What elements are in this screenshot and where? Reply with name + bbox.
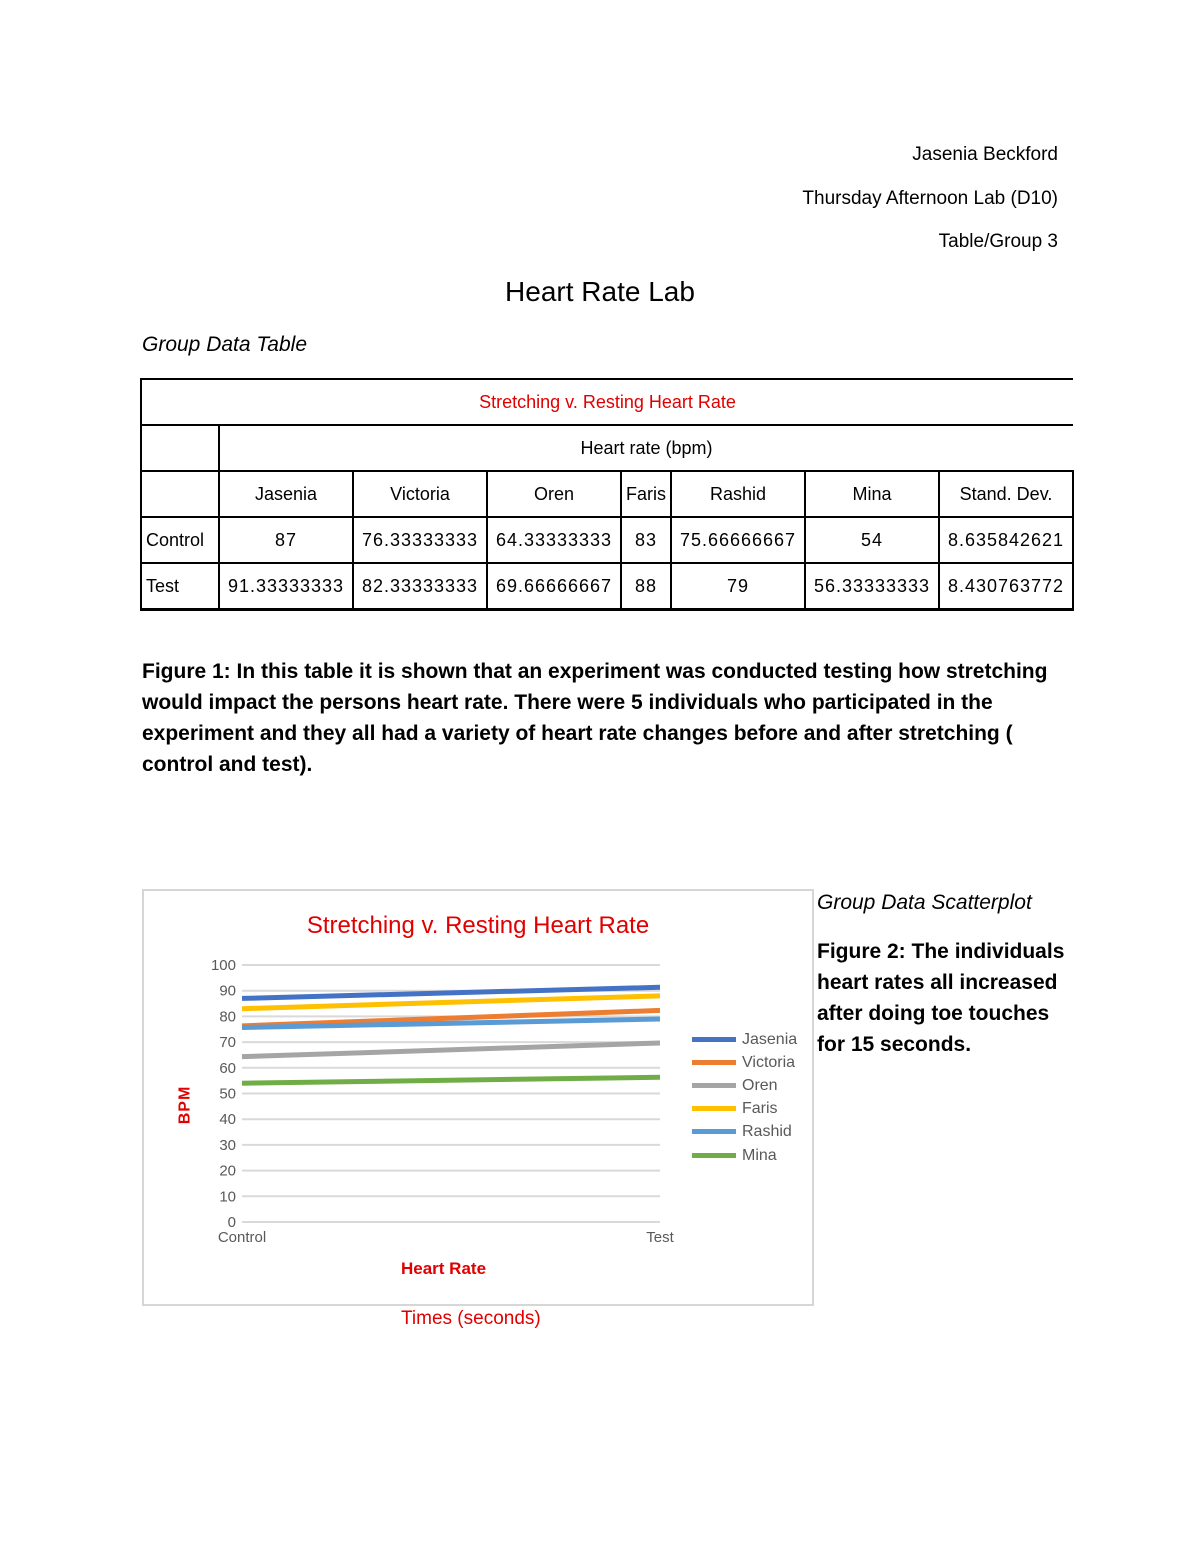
table-cell: 8.430763772	[939, 563, 1073, 610]
legend-item	[692, 1147, 777, 1165]
column-header: Faris	[621, 471, 671, 517]
legend-swatch	[692, 1083, 736, 1088]
figure-2-lead: Figure 2:	[817, 940, 906, 963]
legend-label: Jasenia	[742, 1031, 798, 1048]
y-tick-label: 20	[219, 1162, 236, 1180]
legend-label: Rashid	[742, 1123, 792, 1140]
table-cell: 88	[621, 563, 671, 610]
legend-item	[692, 1077, 778, 1095]
column-header: Mina	[805, 471, 939, 517]
table-cell: 69.66666667	[487, 563, 621, 610]
legend-item	[692, 1123, 792, 1141]
column-header: Victoria	[353, 471, 487, 517]
scatterplot-caption: Group Data Scatterplot	[817, 891, 1032, 914]
y-axis-label: BPM	[176, 1085, 194, 1125]
legend-swatch	[692, 1153, 736, 1158]
y-tick-label: 100	[210, 957, 236, 974]
y-tick-label: 80	[219, 1008, 236, 1026]
table-cell: 79	[671, 563, 805, 610]
table-cell: 91.33333333	[219, 563, 353, 610]
table-cell: 87	[219, 517, 353, 563]
figure-1-text: In this table it is shown that an experiment was conducted testing how stretching would impact the persons heart rate. There were 5 individuals who participated in the experiment and they all had a variety of heart rate changes before and after stretching ( control and test).	[142, 660, 1048, 776]
group-info: Table/Group 3	[938, 231, 1058, 252]
legend-item	[692, 1054, 795, 1072]
column-header: Stand. Dev.	[939, 471, 1073, 517]
y-tick-label: 60	[219, 1059, 236, 1077]
table-title: Stretching v. Resting Heart Rate	[141, 379, 1073, 425]
times-label: Times (seconds)	[401, 1308, 541, 1329]
row-label: Control	[141, 517, 219, 563]
table-subheader: Heart rate (bpm)	[219, 425, 1073, 471]
y-tick-label: 50	[219, 1085, 236, 1103]
table-cell: 56.33333333	[805, 563, 939, 610]
x-tick-label: Test	[646, 1229, 674, 1246]
table-cell: 76.33333333	[353, 517, 487, 563]
y-tick-label: 0	[227, 1214, 236, 1231]
x-axis-label: Heart Rate	[401, 1259, 487, 1278]
column-header: Oren	[487, 471, 621, 517]
legend-swatch	[692, 1060, 736, 1065]
course-info: Thursday Afternoon Lab (D10)	[802, 188, 1058, 209]
table-cell: 82.33333333	[353, 563, 487, 610]
chart-title: Stretching v. Resting Heart Rate	[306, 912, 650, 939]
y-tick-label: 40	[219, 1111, 236, 1129]
y-tick-label: 30	[219, 1136, 236, 1154]
legend-label: Faris	[742, 1100, 778, 1117]
figure-1-lead: Figure 1:	[142, 660, 231, 683]
table-cell: 8.635842621	[939, 517, 1073, 563]
y-tick-label: 70	[219, 1034, 236, 1052]
table-caption: Group Data Table	[142, 333, 307, 356]
legend-swatch	[692, 1106, 736, 1111]
page-title: Heart Rate Lab	[505, 276, 695, 307]
y-tick-label: 10	[219, 1188, 236, 1206]
figure-2-caption	[817, 936, 1067, 1060]
legend-swatch	[692, 1129, 736, 1134]
legend-label: Victoria	[742, 1054, 796, 1071]
legend-label: Mina	[742, 1147, 777, 1164]
legend-label: Oren	[742, 1077, 778, 1094]
legend-item	[692, 1100, 778, 1118]
series-line-oren	[242, 1043, 660, 1057]
column-header: Jasenia	[219, 471, 353, 517]
x-tick-label: Control	[217, 1229, 267, 1246]
column-header: Rashid	[671, 471, 805, 517]
author-name: Jasenia Beckford	[912, 144, 1058, 165]
table-cell: 64.33333333	[487, 517, 621, 563]
legend-item	[692, 1031, 797, 1049]
legend-swatch	[692, 1037, 736, 1042]
y-tick-label: 90	[219, 982, 236, 1000]
table-cell: 54	[805, 517, 939, 563]
series-line-mina	[242, 1077, 660, 1083]
figure-2-text: The individuals heart rates all increased after doing toe touches for 15 seconds.	[817, 940, 1065, 1056]
row-label: Test	[141, 563, 219, 610]
table-cell: 75.66666667	[671, 517, 805, 563]
table-cell: 83	[621, 517, 671, 563]
